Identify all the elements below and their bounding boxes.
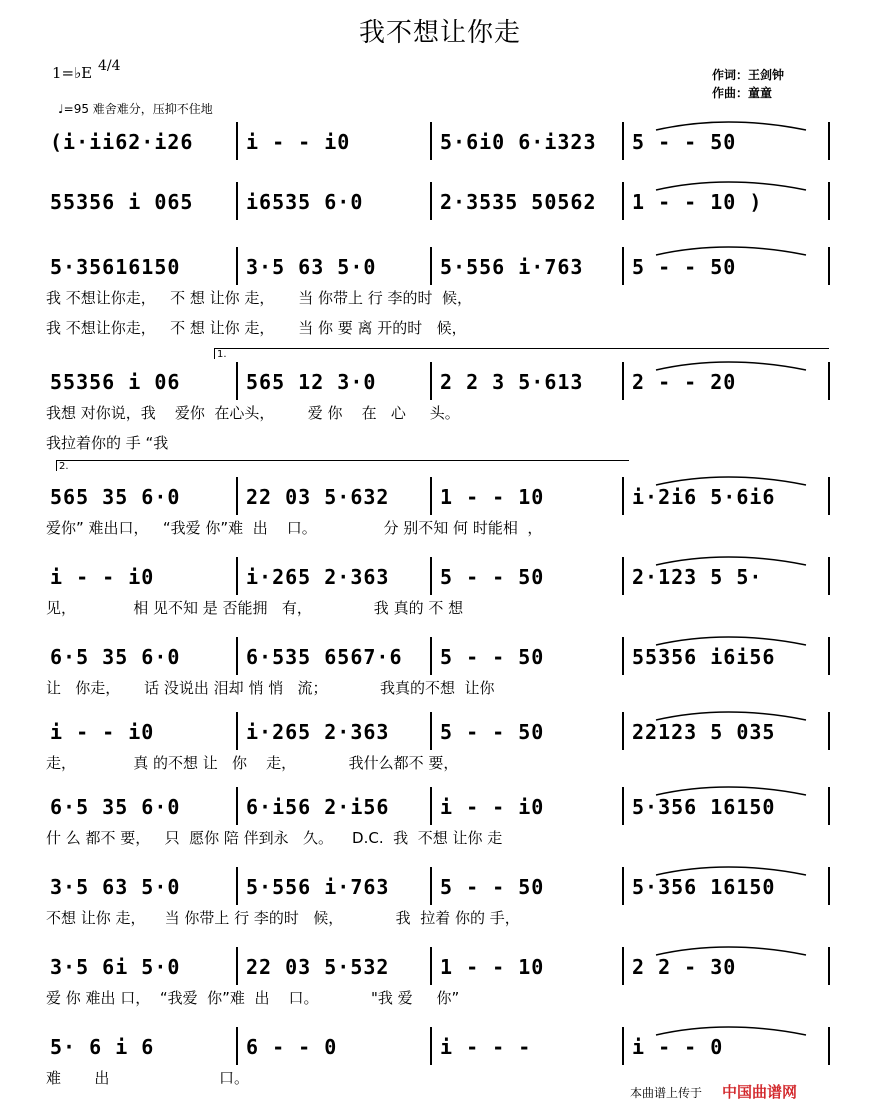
tempo-marking: ♩=95 难舍难分，压抑不住地 [58,102,213,116]
measure: 5 - - 50 [632,255,737,279]
measure: 1 - - 10 [440,955,545,979]
notation-row [46,565,836,595]
measure: (i·ii62·i26 [50,130,194,154]
measure: 3·5 63 5·0 [246,255,377,279]
lyric-line: 爱 你 难出 口， “我爱 你”难 出 口。 "我 爱 你” [46,989,460,1007]
lyric-line: 我 不想让你走， 不 想 让你 走， 当 你带上 行 李的时 候， [46,289,473,307]
slur-arc [656,1027,806,1035]
measure: 5·556 i·763 [246,875,390,899]
time-signature: 4/4 [98,58,121,74]
measure: 22 03 5·632 [246,485,390,509]
measure: 6·5 35 6·0 [50,645,181,669]
slur [46,779,836,799]
slur [46,549,836,569]
measure: 5 - - 50 [440,565,545,589]
measure: 3·5 6i 5·0 [50,955,181,979]
song-title: 我不想让你走 [358,18,521,48]
measure: i - - i0 [440,795,545,819]
measure: 55356 i 065 [50,190,194,214]
measure: 6·i56 2·i56 [246,795,390,819]
slur-arc [656,787,806,795]
slur [46,239,836,259]
lyric-line: 让 你走， 话 没说出 泪却 悄 悄 流； 我真的不想 让你 [46,679,495,697]
slur-arc [656,247,806,255]
lyric-line: 我想 对你说，我 爱你 在心头， 爱 你 在 心 头。 [46,404,460,422]
measure: 6·535 6567·6 [246,645,403,669]
measure: 3·5 63 5·0 [50,875,181,899]
notation-row [46,1035,836,1065]
measure: 5 - - 50 [632,130,737,154]
measure: i - - i0 [50,720,155,744]
measure: i·265 2·363 [246,720,390,744]
measure: 5·35616150 [50,255,181,279]
slur-arc [656,182,806,190]
measure: 5·556 i·763 [440,255,584,279]
slur [46,469,836,489]
lyric-line: 我 不想让你走， 不 想 让你 走， 当 你 要 离 开的时 候， [46,319,467,337]
site-logo: 中国曲谱网 [722,1083,798,1101]
measure: 2·3535 50562 [440,190,597,214]
measure: 5·6i0 6·i323 [440,130,597,154]
notation-row [46,645,836,675]
measure: i·265 2·363 [246,565,390,589]
slur [46,174,836,194]
measure: 5 - - 50 [440,645,545,669]
notation-row [46,190,836,220]
measure: 5· 6 i 6 [50,1035,155,1059]
slur-arc [656,122,806,130]
measure: 5·356 16150 [632,795,776,819]
measure: 1 - - 10 ) [632,190,763,214]
measure: i - - i0 [50,565,155,589]
lyric-line: 见， 相 见不知 是 否能拥 有， 我 真的 不 想 [46,599,464,617]
slur-arc [656,477,806,485]
measure: 2 2 - 30 [632,955,737,979]
measure: 6·5 35 6·0 [50,795,181,819]
upload-note: 本曲谱上传于 [630,1086,703,1100]
second-ending: 2. [56,460,629,471]
lyric-line: 不想 让你 走， 当 你带上 行 李的时 候， 我 拉着 你的 手， [46,909,520,927]
slur-arc [656,557,806,565]
measure: 2 2 3 5·613 [440,370,584,394]
measure: 55356 i 06 [50,370,181,394]
lyric-line: 爱你” 难出口， “我爱 你”难 出 口。 分 别不知 何 时能相 ， [46,519,543,537]
lyric-line: 什 么 都不 要， 只 愿你 陪 伴到永 久。 D.C. 我 不想 让你 走 [46,829,503,847]
lyricist-credit: 作词：王剑钟 [712,68,785,82]
slur [46,114,836,134]
measure: 5·356 16150 [632,875,776,899]
notation-row [46,795,836,825]
notation-row [46,955,836,985]
measure: 22123 5 035 [632,720,776,744]
first-ending: 1. [214,348,829,359]
measure: i·2i6 5·6i6 [632,485,776,509]
composer-credit: 作曲：童童 [712,86,773,100]
measure: 5 - - 50 [440,875,545,899]
notation-row [46,485,836,515]
measure: i - - - [440,1035,532,1059]
slur [46,704,836,724]
slur [46,859,836,879]
slur [46,939,836,959]
notation-row [46,875,836,905]
measure: 2·123 5 5· [632,565,763,589]
measure: i - - i0 [246,130,351,154]
slur-arc [656,947,806,955]
measure: i - - 0 [632,1035,724,1059]
lyric-line: 走， 真 的不想 让 你 走， 我什么都不 要， [46,754,459,772]
lyric-line: 难 出 口。 [46,1069,250,1087]
measure: 2 - - 20 [632,370,737,394]
slur-arc [656,362,806,370]
slur-arc [656,637,806,645]
measure: 6 - - 0 [246,1035,338,1059]
notation-row [46,370,836,400]
measure: 1 - - 10 [440,485,545,509]
slur [46,629,836,649]
notation-row [46,130,836,160]
measure: 22 03 5·532 [246,955,390,979]
lyric-line: 我拉着你的 手 “我 [46,434,169,452]
measure: 565 35 6·0 [50,485,181,509]
key-signature: 1=♭E [52,64,93,82]
notation-row [46,720,836,750]
notation-row [46,255,836,285]
measure: 55356 i6i56 [632,645,776,669]
slur [46,1019,836,1039]
measure: 565 12 3·0 [246,370,377,394]
measure: 5 - - 50 [440,720,545,744]
measure: i6535 6·0 [246,190,364,214]
slur-arc [656,867,806,875]
slur-arc [656,712,806,720]
